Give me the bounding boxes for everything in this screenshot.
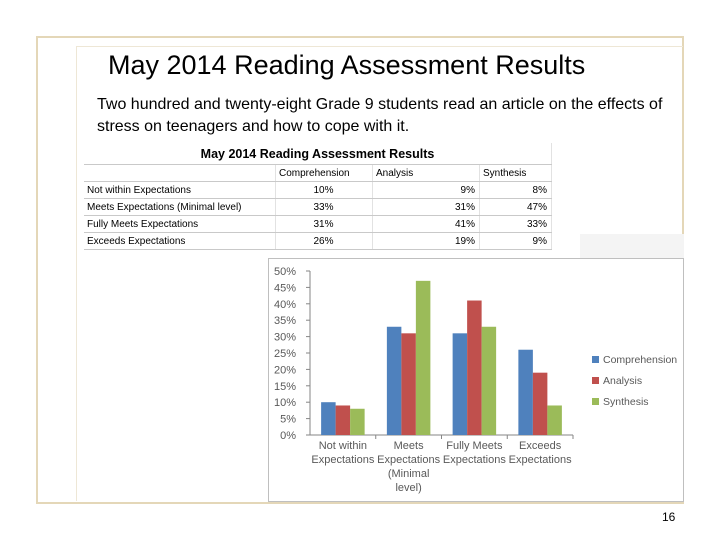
- y-tick-label: 10%: [273, 397, 296, 410]
- bar: [453, 333, 468, 435]
- x-tick-label: Expectations: [311, 454, 375, 466]
- table-cell: Fully Meets Expectations: [84, 216, 276, 233]
- bar: [416, 281, 431, 435]
- y-tick-label: 25%: [273, 348, 296, 360]
- table-cell: 33%: [480, 216, 552, 233]
- table-header-row: [84, 165, 552, 182]
- table-title: May 2014 Reading Assessment Results: [84, 143, 552, 165]
- table-cell: 10%: [276, 182, 373, 199]
- y-tick-label: 30%: [273, 331, 296, 344]
- table-cell: 19%: [373, 233, 480, 250]
- table-row: [84, 216, 552, 233]
- bar-chart: [268, 258, 684, 502]
- table-cell: Exceeds Expectations: [84, 233, 276, 250]
- table-row: [84, 199, 552, 216]
- table-header-cell: Analysis: [373, 165, 480, 182]
- y-tick-label: 20%: [273, 364, 296, 377]
- bar: [321, 402, 336, 435]
- legend-label: Synthesis: [603, 396, 649, 408]
- x-tick-label: Expectations: [377, 454, 441, 466]
- table-cell: Not within Expectations: [84, 182, 276, 199]
- y-tick-label: 35%: [273, 315, 296, 328]
- bar-chart-svg: [269, 259, 683, 501]
- legend-label: Analysis: [603, 375, 643, 387]
- x-tick-label: Fully Meets: [446, 440, 503, 452]
- x-tick-label: Expectations: [508, 454, 572, 466]
- x-tick-label: level): [395, 482, 422, 494]
- bar: [518, 350, 533, 435]
- slide-title: May 2014 Reading Assessment Results: [108, 50, 586, 80]
- table-header-cell: Comprehension: [276, 165, 373, 182]
- table-header-cell: [84, 165, 276, 182]
- bar: [401, 333, 416, 435]
- y-tick-label: 50%: [273, 266, 296, 278]
- table-cell: 26%: [276, 233, 373, 250]
- x-tick-label: (Minimal: [387, 468, 430, 480]
- x-tick-label: Expectations: [442, 454, 506, 466]
- legend-swatch: [592, 398, 599, 405]
- y-tick-label: 5%: [280, 413, 296, 426]
- table-cell: Meets Expectations (Minimal level): [84, 199, 276, 216]
- table-header-cell: Synthesis: [480, 165, 552, 182]
- table-row: [84, 233, 552, 250]
- page-number: 16: [662, 510, 676, 524]
- x-tick-label: Not within: [318, 440, 368, 452]
- slide-subtitle: Two hundred and twenty-eight Grade 9 students read an article on the effects of stress on teenagers and how to cope with it.: [97, 96, 663, 135]
- results-table-container: [84, 143, 552, 250]
- table-cell: 41%: [373, 216, 480, 233]
- y-tick-label: 40%: [273, 298, 296, 311]
- bar: [350, 409, 365, 435]
- table-caption-row: [84, 143, 552, 165]
- table-cell: 9%: [373, 182, 480, 199]
- table-cell: 33%: [276, 199, 373, 216]
- table-cell: 8%: [480, 182, 552, 199]
- y-tick-label: 15%: [273, 380, 296, 393]
- table-cell: 47%: [480, 199, 552, 216]
- bar: [467, 301, 482, 435]
- bar: [533, 373, 548, 435]
- x-tick-label: Exceeds: [519, 440, 562, 452]
- bar: [547, 405, 562, 435]
- table-cell: 31%: [276, 216, 373, 233]
- legend-swatch: [592, 377, 599, 384]
- results-table: [84, 143, 552, 250]
- legend-label: Comprehension: [603, 354, 678, 366]
- y-tick-label: 0%: [280, 430, 296, 442]
- bar: [387, 327, 402, 435]
- table-cell: 9%: [480, 233, 552, 250]
- x-tick-label: Meets: [393, 440, 424, 452]
- table-row: [84, 182, 552, 199]
- legend-swatch: [592, 356, 599, 363]
- table-cell: 31%: [373, 199, 480, 216]
- y-tick-label: 45%: [273, 282, 296, 295]
- bar: [482, 327, 497, 435]
- bar: [336, 405, 351, 435]
